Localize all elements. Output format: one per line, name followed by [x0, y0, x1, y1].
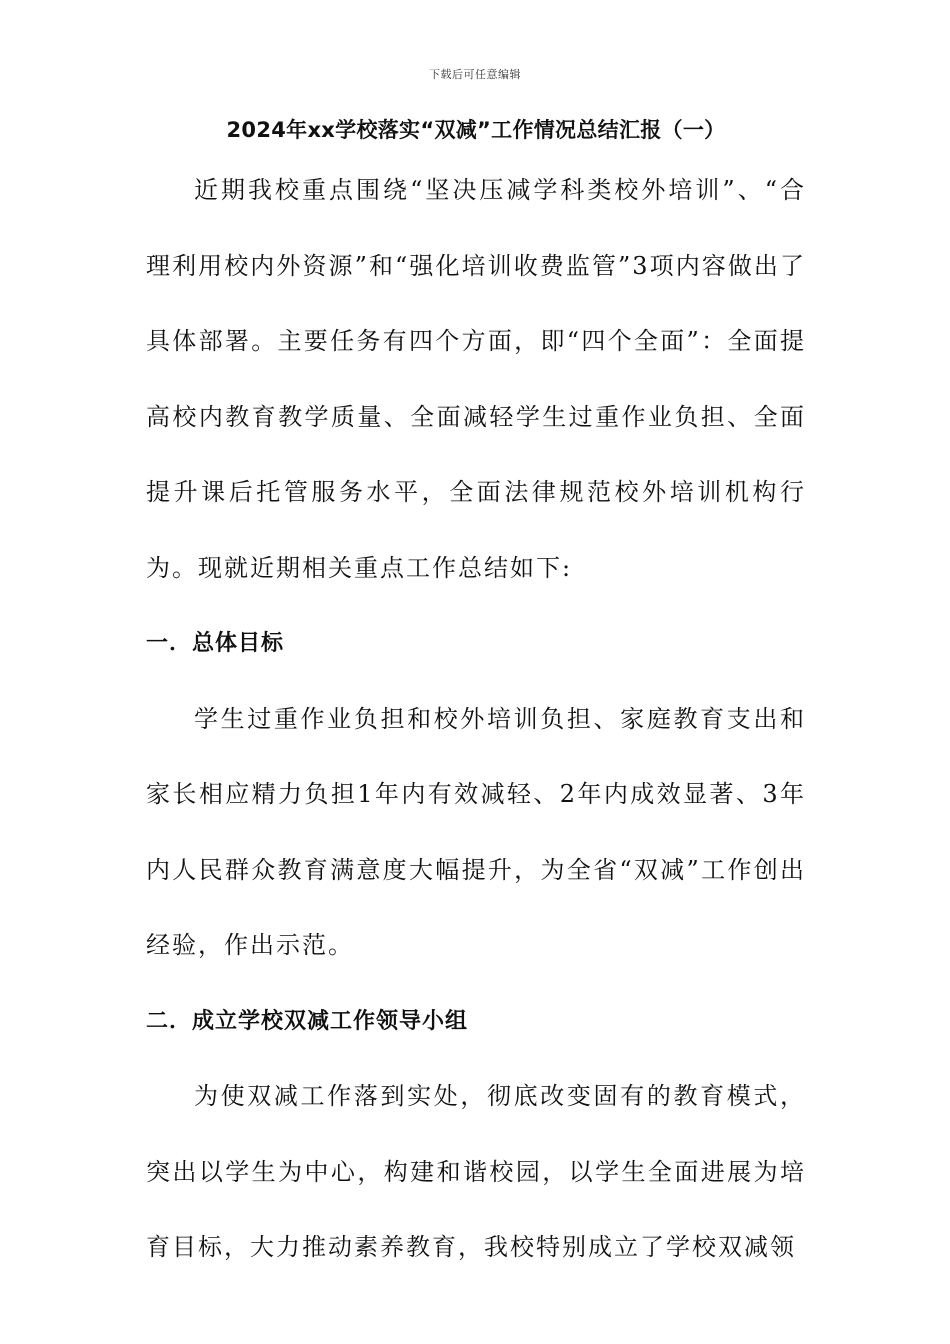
header-note: 下载后可任意编辑	[429, 68, 521, 81]
section-paragraph-2: 为使双减工作落到实处，彻底改变固有的教育模式，突出以学生为中心，构建和谐校园，以学生全面进展为培育目标，大力推动素养教育，我校特别成立了学校双减领	[146, 1082, 806, 1261]
intro-paragraph: 近期我校重点围绕“坚决压减学科类校外培训”、“合理利用校内外资源”和“强化培训收费监管”3项内容做出了具体部署。主要任务有四个方面，即“四个全面”：全面提高校内教育教学质量、全面减轻学生过重作业负担、全面提升课后托管服务水平，全面法律规范校外培训机构行为。现就近期相关重点工作总结如下:	[146, 176, 806, 582]
document-body	[146, 153, 806, 1286]
section-paragraph-1: 学生过重作业负担和校外培训负担、家庭教育支出和家长相应精力负担1年内有效减轻、2年内成效显著、3年内人民群众教育满意度大幅提升，为全省“双减”工作创出经验，作出示范。	[146, 704, 806, 959]
section-heading-2: 二．成立学校双减工作领导小组	[146, 1008, 469, 1034]
section-heading-1: 一．总体目标	[146, 631, 285, 656]
document-title: 2024年xx学校落实“双减”工作情况总结汇报（一）	[226, 118, 726, 142]
